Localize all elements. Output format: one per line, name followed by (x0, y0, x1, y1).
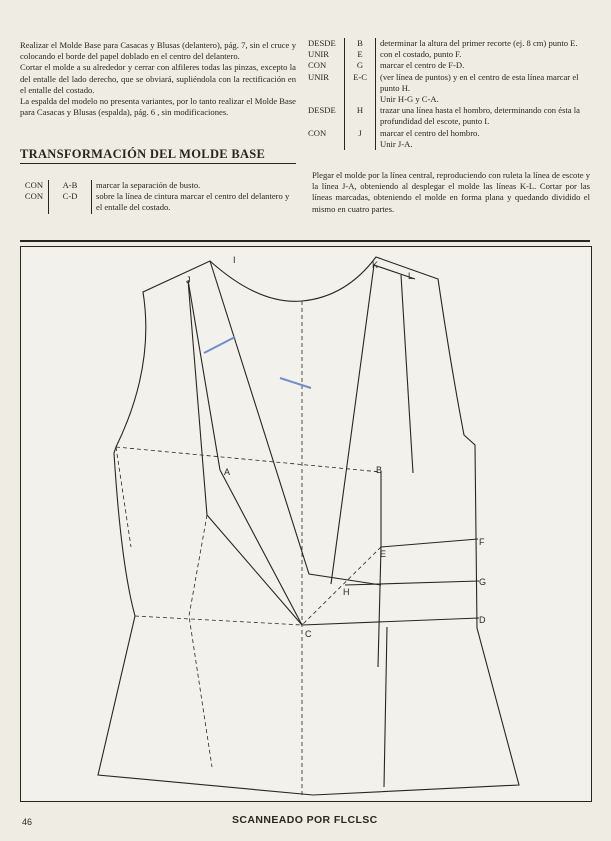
instruction-verb: CON (24, 191, 44, 202)
point-label-b: B (376, 465, 383, 475)
line-a-j (188, 280, 220, 470)
instruction-points: C-D (49, 191, 92, 213)
instruction-points: J (345, 128, 376, 139)
instruction-text: con el costado, punto F. (380, 49, 462, 60)
instruction-row (308, 105, 590, 127)
section-heading: TRANSFORMACIÓN DEL MOLDE BASE (20, 147, 296, 164)
point-label-k: K (372, 260, 379, 270)
instruction-row (308, 139, 590, 150)
line-l-right (401, 275, 413, 473)
instruction-row (308, 72, 590, 94)
instruction-row (308, 94, 590, 105)
instruction-text: sobre la línea de cintura marcar el centro del delantero y el entalle del costado. (96, 191, 290, 213)
instruction-row (308, 49, 590, 60)
instruction-text: Unir H-G y C-A. (380, 94, 439, 105)
instruction-text: marcar el centro de F-D. (380, 60, 465, 71)
instruction-row (308, 60, 590, 71)
point-label-j: J (186, 275, 191, 285)
line-e-f (381, 539, 478, 547)
instruction-row (308, 38, 590, 49)
point-label-h: H (343, 587, 350, 597)
intro-paragraph: Cortar el molde a su alrededor y cerrar con alfileres todas las pinzas, excepto la del entalle del lado derecho, que se obviará, supliéndola con la rectificación en el entalle del costado. (20, 62, 296, 95)
instruction-points: G (345, 60, 376, 71)
instruction-points: H (345, 105, 376, 127)
page-number: 46 (22, 817, 33, 827)
pattern-outline (98, 257, 519, 795)
line-e-c-dotted (302, 547, 381, 625)
instruction-text: (ver línea de puntos) y en el centro de esta línea marcar el punto H. (380, 71, 579, 93)
line-center-right (378, 547, 381, 667)
instruction-row (20, 191, 296, 213)
instruction-text: determinar la altura del primer recorte (ej. 8 cm) punto E. (380, 38, 578, 48)
divider-rule (20, 240, 590, 242)
instruction-verb: UNIR (308, 49, 330, 60)
footer-credit: SCANNEADO POR FLCLSC (232, 814, 378, 826)
instruction-verb: DESDE (308, 38, 336, 48)
shoulder-line-j-c (188, 280, 302, 625)
pin-icon (280, 378, 311, 388)
point-label-c: C (305, 629, 312, 639)
point-label-a: A (224, 467, 231, 477)
instruction-points: E-C (345, 72, 376, 94)
point-label-f: F (479, 537, 485, 547)
instruction-text: marcar la separación de busto. (96, 180, 201, 190)
intro-paragraph: La espalda del modelo no presenta variantes, por lo tanto realizar el Molde Base para Casacas y Blusas (espalda), pág. 6 , sin modificaciones. (20, 96, 296, 118)
line-right-dart (384, 627, 387, 787)
instruction-points: B (345, 38, 376, 49)
intro-text (20, 40, 296, 118)
left-side-dotted (116, 447, 131, 547)
instruction-text: marcar el centro del hombro. (380, 127, 480, 138)
pattern-diagram (20, 246, 592, 802)
instruction-verb: CON (308, 60, 327, 71)
instruction-row (20, 180, 296, 191)
neckline-cut-line (210, 261, 381, 585)
instruction-text: trazar una línea hasta el hombro, determinando con ésta la profundidad del escote, punto I. (380, 105, 580, 127)
point-label-i: I (233, 255, 236, 265)
left-instructions-table (20, 180, 296, 214)
line-c-a (220, 470, 302, 625)
final-instructions: Plegar el molde por la línea central, reproduciendo con ruleta la línea de escote y la línea J-A, obteniendo al desplegar el molde las líneas K-L. Cortar por las líneas marcadas, obteniendo el molde en forma plana y quedando dividido el mismo en cuatro partes. (312, 170, 590, 214)
intro-paragraph: Realizar el Molde Base para Casacas y Blusas (delantero), pág. 7, sin el cruce y colocando el borde del papel doblado en el centro del delantero. (20, 40, 296, 62)
instruction-text: Unir J-A. (380, 138, 413, 149)
instruction-row (308, 128, 590, 139)
instruction-points (345, 94, 376, 105)
instruction-verb: CON (24, 180, 44, 190)
pattern-drawing (21, 247, 593, 803)
point-label-d: D (479, 615, 486, 625)
instruction-points: A-B (49, 180, 92, 191)
point-label-g: G (479, 577, 487, 587)
instruction-verb: DESDE (308, 105, 336, 116)
instruction-points: E (345, 49, 376, 60)
instruction-verb (308, 94, 345, 105)
instruction-verb (308, 139, 345, 150)
waist-line (135, 616, 302, 625)
line-k-h (331, 265, 374, 584)
instruction-verb: UNIR (308, 71, 330, 82)
point-label-l: L (408, 271, 414, 281)
instruction-verb: CON (308, 127, 327, 138)
line-c-d (302, 618, 479, 625)
left-dart (189, 515, 212, 767)
pin-icon (204, 337, 235, 353)
right-instructions-table (308, 38, 590, 150)
instruction-points (345, 139, 376, 150)
bust-line-a-b (116, 447, 381, 472)
point-label-e: E (380, 549, 387, 559)
